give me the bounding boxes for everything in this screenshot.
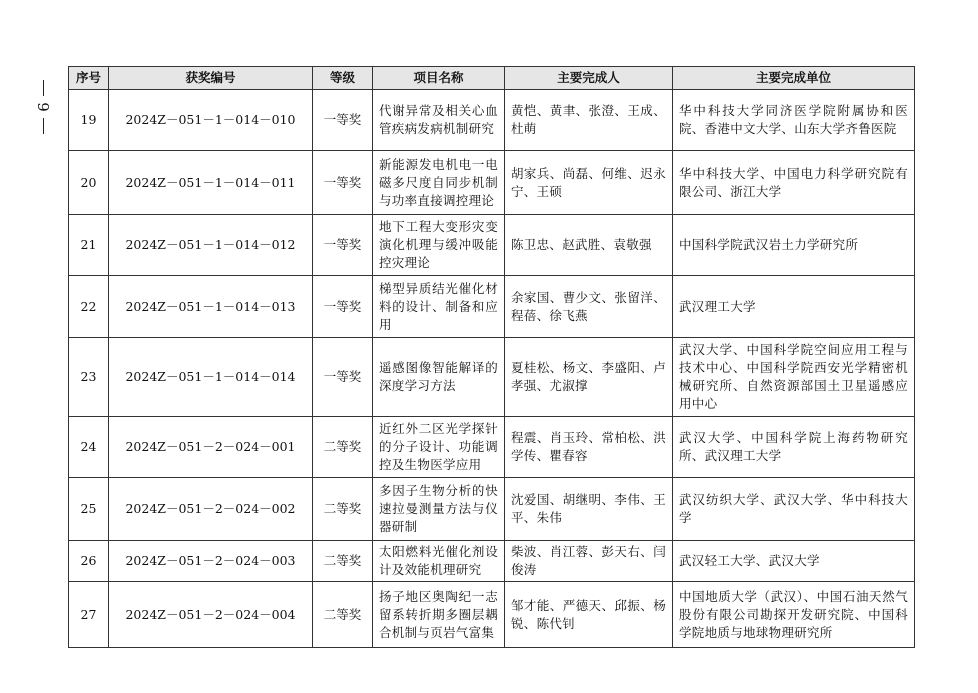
cell-units: 武汉轻工大学、武汉大学 bbox=[673, 541, 915, 582]
cell-level: 一等奖 bbox=[313, 90, 373, 151]
cell-level: 一等奖 bbox=[313, 151, 373, 215]
cell-level: 二等奖 bbox=[313, 417, 373, 478]
table-row bbox=[69, 478, 915, 541]
table-row bbox=[69, 276, 915, 338]
cell-seq: 23 bbox=[69, 338, 109, 417]
cell-units: 武汉大学、中国科学院空间应用工程与技术中心、中国科学院西安光学精密机械研究所、自然资源部国土卫星遥感应用中心 bbox=[673, 338, 915, 417]
cell-seq: 27 bbox=[69, 582, 109, 648]
header-units: 主要完成单位 bbox=[673, 67, 915, 90]
header-code: 获奖编号 bbox=[109, 67, 313, 90]
header-people: 主要完成人 bbox=[505, 67, 673, 90]
page-number-text: 9 bbox=[33, 102, 52, 112]
cell-people: 程震、肖玉玲、常柏松、洪学传、瞿春容 bbox=[505, 417, 673, 478]
cell-level: 二等奖 bbox=[313, 582, 373, 648]
cell-level: 一等奖 bbox=[313, 338, 373, 417]
cell-code: 2024Z－051－1－014－014 bbox=[109, 338, 313, 417]
page-number bbox=[33, 76, 52, 138]
cell-people: 余家国、曹少文、张留洋、程蓓、徐飞燕 bbox=[505, 276, 673, 338]
award-table bbox=[68, 66, 915, 648]
cell-project: 扬子地区奥陶纪一志留系转折期多圈层耦合机制与页岩气富集 bbox=[373, 582, 505, 648]
table-row bbox=[69, 90, 915, 151]
cell-project: 多因子生物分析的快速拉曼测量方法与仪器研制 bbox=[373, 478, 505, 541]
cell-seq: 19 bbox=[69, 90, 109, 151]
cell-people: 黄恺、黄聿、张澄、王成、杜萌 bbox=[505, 90, 673, 151]
cell-code: 2024Z－051－1－014－013 bbox=[109, 276, 313, 338]
cell-seq: 25 bbox=[69, 478, 109, 541]
cell-seq: 24 bbox=[69, 417, 109, 478]
cell-people: 沈爱国、胡继明、李伟、王平、朱伟 bbox=[505, 478, 673, 541]
cell-project: 近红外二区光学探针的分子设计、功能调控及生物医学应用 bbox=[373, 417, 505, 478]
cell-project: 梯型异质结光催化材料的设计、制备和应用 bbox=[373, 276, 505, 338]
header-seq: 序号 bbox=[69, 67, 109, 90]
header-row bbox=[69, 67, 915, 90]
cell-code: 2024Z－051－1－014－011 bbox=[109, 151, 313, 215]
cell-project: 遥感图像智能解译的深度学习方法 bbox=[373, 338, 505, 417]
cell-people: 胡家兵、尚磊、何维、迟永宁、王硕 bbox=[505, 151, 673, 215]
cell-level: 二等奖 bbox=[313, 478, 373, 541]
cell-seq: 21 bbox=[69, 215, 109, 276]
cell-people: 邹才能、严德天、邱振、杨锐、陈代钊 bbox=[505, 582, 673, 648]
table-row bbox=[69, 338, 915, 417]
cell-project: 地下工程大变形灾变演化机理与缓冲吸能控灾理论 bbox=[373, 215, 505, 276]
table-row bbox=[69, 151, 915, 215]
cell-units: 华中科技大学同济医学院附属协和医院、香港中文大学、山东大学齐鲁医院 bbox=[673, 90, 915, 151]
header-project: 项目名称 bbox=[373, 67, 505, 90]
cell-level: 一等奖 bbox=[313, 276, 373, 338]
cell-code: 2024Z－051－1－014－010 bbox=[109, 90, 313, 151]
table-row bbox=[69, 417, 915, 478]
page-number-dash-top bbox=[43, 80, 44, 96]
cell-project: 太阳燃料光催化剂设计及效能机理研究 bbox=[373, 541, 505, 582]
cell-level: 一等奖 bbox=[313, 215, 373, 276]
cell-units: 武汉纺织大学、武汉大学、华中科技大学 bbox=[673, 478, 915, 541]
cell-seq: 22 bbox=[69, 276, 109, 338]
cell-project: 代谢异常及相关心血管疾病发病机制研究 bbox=[373, 90, 505, 151]
cell-people: 柴波、肖江蓉、彭天右、闫俊涛 bbox=[505, 541, 673, 582]
cell-units: 武汉理工大学 bbox=[673, 276, 915, 338]
cell-units: 中国科学院武汉岩土力学研究所 bbox=[673, 215, 915, 276]
cell-code: 2024Z－051－1－014－012 bbox=[109, 215, 313, 276]
cell-units: 华中科技大学、中国电力科学研究院有限公司、浙江大学 bbox=[673, 151, 915, 215]
cell-level: 二等奖 bbox=[313, 541, 373, 582]
page-number-dash-bottom bbox=[43, 118, 44, 134]
cell-code: 2024Z－051－2－024－001 bbox=[109, 417, 313, 478]
table-row bbox=[69, 541, 915, 582]
cell-code: 2024Z－051－2－024－003 bbox=[109, 541, 313, 582]
cell-code: 2024Z－051－2－024－002 bbox=[109, 478, 313, 541]
cell-units: 中国地质大学（武汉）、中国石油天然气股份有限公司勘探开发研究院、中国科学院地质与地球物理研究所 bbox=[673, 582, 915, 648]
cell-people: 夏桂松、杨文、李盛阳、卢孝强、尤淑撑 bbox=[505, 338, 673, 417]
header-level: 等级 bbox=[313, 67, 373, 90]
cell-code: 2024Z－051－2－024－004 bbox=[109, 582, 313, 648]
cell-seq: 26 bbox=[69, 541, 109, 582]
table-row bbox=[69, 582, 915, 648]
table-row bbox=[69, 215, 915, 276]
cell-project: 新能源发电机电一电磁多尺度自同步机制与功率直接调控理论 bbox=[373, 151, 505, 215]
cell-people: 陈卫忠、赵武胜、袁敬强 bbox=[505, 215, 673, 276]
cell-units: 武汉大学、中国科学院上海药物研究所、武汉理工大学 bbox=[673, 417, 915, 478]
cell-seq: 20 bbox=[69, 151, 109, 215]
